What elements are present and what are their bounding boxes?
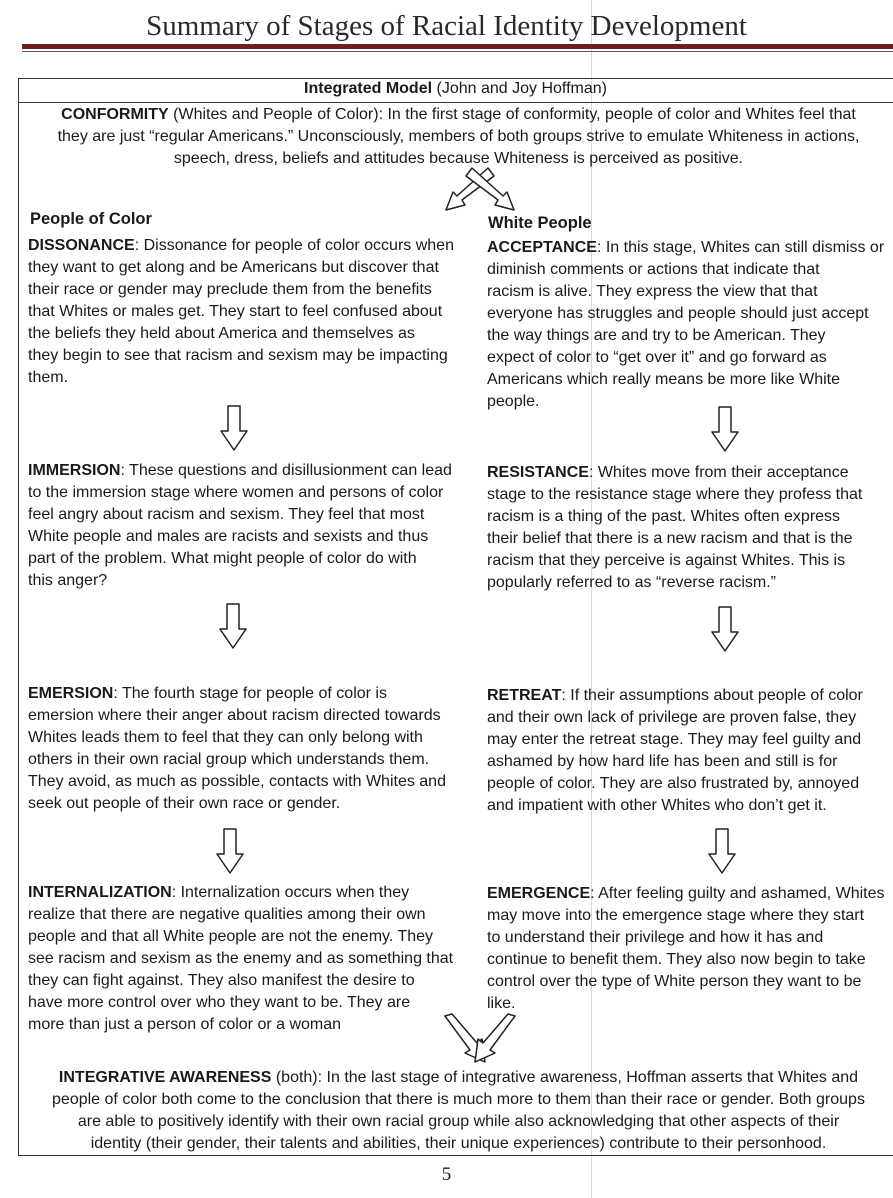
stage-line: feel angry about racism and sexism. They feel that most: [28, 506, 425, 523]
stage-line: racism that they perceive is against Whites. This is: [487, 552, 846, 569]
integrative-line: INTEGRATIVE AWARENESS (both): In the last stage of integrative awareness, Hoffman asserts that Whites and: [58, 1069, 859, 1086]
conformity-text: [24, 104, 893, 170]
down-arrow-icon: [219, 603, 247, 649]
stage-line: control over the type of White person they want to be: [487, 973, 862, 990]
stage-line: racism is a thing of the past. Whites often express: [487, 508, 841, 525]
stage-line: ashamed by how hard life has been and still is for: [487, 753, 838, 770]
stage-line: stage to the resistance stage where they profess that: [487, 486, 863, 503]
stage-line: the way things are and try to be American. They: [487, 327, 826, 344]
stage-line: They avoid, as much as possible, contacts with Whites and: [28, 773, 446, 790]
stage-line: expect of color to “get over it” and go forward as: [487, 349, 827, 366]
integrative-label: INTEGRATIVE AWARENESS: [58, 1069, 272, 1086]
stage-resistance: [487, 462, 893, 594]
integrative-line: people of color both come to the conclusion that there is much more to them than their race or gender. Both groups: [52, 1091, 865, 1108]
title-rule: [22, 44, 893, 49]
stage-line: ACCEPTANCE: In this stage, Whites can still dismiss or: [487, 239, 885, 256]
stage-line: the beliefs they held about America and themselves as: [28, 325, 415, 342]
model-heading: [18, 78, 893, 103]
white-people-heading: White People: [488, 214, 592, 232]
stage-line: to understand their privilege and how it has and: [487, 929, 824, 946]
stage-line: may move into the emergence stage where they start: [487, 907, 865, 924]
stage-label-acceptance: ACCEPTANCE: [487, 239, 597, 256]
stage-line: people.: [487, 393, 540, 410]
stage-line: this anger?: [28, 572, 108, 589]
stage-line: IMMERSION: These questions and disillusionment can lead: [28, 462, 452, 479]
stage-label-retreat: RETREAT: [487, 687, 562, 704]
stage-line: to the immersion stage where women and persons of color: [28, 484, 444, 501]
stage-internalization: [28, 882, 476, 1036]
stage-emergence: [487, 883, 893, 1015]
stage-label-emersion: EMERSION: [28, 685, 114, 702]
stage-line: and impatient with other Whites who don’t get it.: [487, 797, 827, 814]
title-rule-thin: [22, 51, 893, 52]
stage-line: White people and males are racists and sexists and thus: [28, 528, 429, 545]
stage-line: people and that all White people are not the enemy. They: [28, 928, 434, 945]
stage-line: have more control over who they want to be. They are: [28, 994, 411, 1011]
conformity-line: they are just “regular Americans.” Unconsciously, members of both groups strive to emulate Whiteness in actions,: [57, 128, 860, 145]
stage-line: like.: [487, 995, 516, 1012]
stage-line: continue to benefit them. They also now begin to take: [487, 951, 866, 968]
stage-line: they begin to see that racism and sexism may be impacting: [28, 347, 448, 364]
down-arrow-icon: [711, 406, 739, 452]
stage-line: EMERSION: The fourth stage for people of color is: [28, 685, 387, 702]
stage-line: that Whites or males get. They start to feel confused about: [28, 303, 443, 320]
stage-line: they can fight against. They also manifest the desire to: [28, 972, 415, 989]
stage-line: may enter the retreat stage. They may feel guilty and: [487, 731, 862, 748]
model-name: Integrated Model: [304, 80, 433, 97]
stage-label-emergence: EMERGENCE: [487, 885, 591, 902]
stage-line: popularly referred to as “reverse racism.”: [487, 574, 776, 591]
stage-line: Whites leads them to feel that they can only belong with: [28, 729, 423, 746]
conformity-line: speech, dress, beliefs and attitudes because Whiteness is perceived as positive.: [173, 150, 744, 167]
conformity-label: CONFORMITY: [61, 106, 169, 123]
stage-line: others in their own racial group which understands them.: [28, 751, 430, 768]
down-arrow-icon: [220, 405, 248, 451]
stage-line: racism is alive. They express the view that that: [487, 283, 818, 300]
down-arrow-icon: [708, 828, 736, 874]
stage-line: INTERNALIZATION: Internalization occurs when they: [28, 884, 410, 901]
stage-line: they want to get along and be Americans but discover that: [28, 259, 439, 276]
stage-label-immersion: IMMERSION: [28, 462, 121, 479]
model-authors: (John and Joy Hoffman): [436, 80, 607, 97]
stage-dissonance: [28, 235, 476, 389]
stage-line: more than just a person of color or a woman: [28, 1016, 342, 1033]
stage-line: RESISTANCE: Whites move from their acceptance: [487, 464, 849, 481]
split-arrows-icon: [444, 166, 516, 214]
integrative-awareness-text: [24, 1067, 893, 1155]
stage-line: realize that there are negative qualities among their own: [28, 906, 426, 923]
stage-acceptance: [487, 237, 893, 413]
stage-line: emersion where their anger about racism directed towards: [28, 707, 441, 724]
stage-label-dissonance: DISSONANCE: [28, 237, 135, 254]
stage-line: see racism and sexism as the enemy and as something that: [28, 950, 454, 967]
stage-line: their belief that there is a new racism and that is the: [487, 530, 853, 547]
down-arrow-icon: [711, 606, 739, 652]
page-number: 5: [441, 1164, 452, 1185]
down-arrow-icon: [216, 828, 244, 874]
stage-line: Americans which really means be more like White: [487, 371, 841, 388]
stage-line: people of color. They are also frustrated by, annoyed: [487, 775, 860, 792]
people-of-color-heading: People of Color: [30, 210, 152, 228]
stage-emersion: [28, 683, 476, 815]
integrative-line: are able to positively identify with their own racial group while also acknowledging that other aspects of their: [77, 1113, 840, 1130]
stage-line: them.: [28, 369, 69, 386]
stage-line: seek out people of their own race or gender.: [28, 795, 341, 812]
stage-immersion: [28, 460, 476, 592]
conformity-line: CONFORMITY (Whites and People of Color): In the first stage of conformity, people of color and Whites feel that: [61, 106, 856, 123]
stage-line: everyone has struggles and people should just accept: [487, 305, 869, 322]
stage-line: diminish comments or actions that indicate that: [487, 261, 820, 278]
page-title: Summary of Stages of Racial Identity Development: [146, 10, 747, 42]
stage-label-resistance: RESISTANCE: [487, 464, 589, 481]
stage-line: RETREAT: If their assumptions about people of color: [487, 687, 863, 704]
stage-label-internalization: INTERNALIZATION: [28, 884, 172, 901]
stage-retreat: [487, 685, 893, 817]
integrative-line: identity (their gender, their talents and abilities, their unique experiences) contribute to their personhood.: [90, 1135, 827, 1152]
stage-line: and their own lack of privilege are proven false, they: [487, 709, 857, 726]
stage-line: EMERGENCE: After feeling guilty and ashamed, Whites: [487, 885, 885, 902]
stage-line: DISSONANCE: Dissonance for people of color occurs when: [28, 237, 454, 254]
merge-arrows-icon: [443, 1012, 517, 1064]
stage-line: part of the problem. What might people of color do with: [28, 550, 417, 567]
stage-line: their race or gender may preclude them from the benefits: [28, 281, 432, 298]
